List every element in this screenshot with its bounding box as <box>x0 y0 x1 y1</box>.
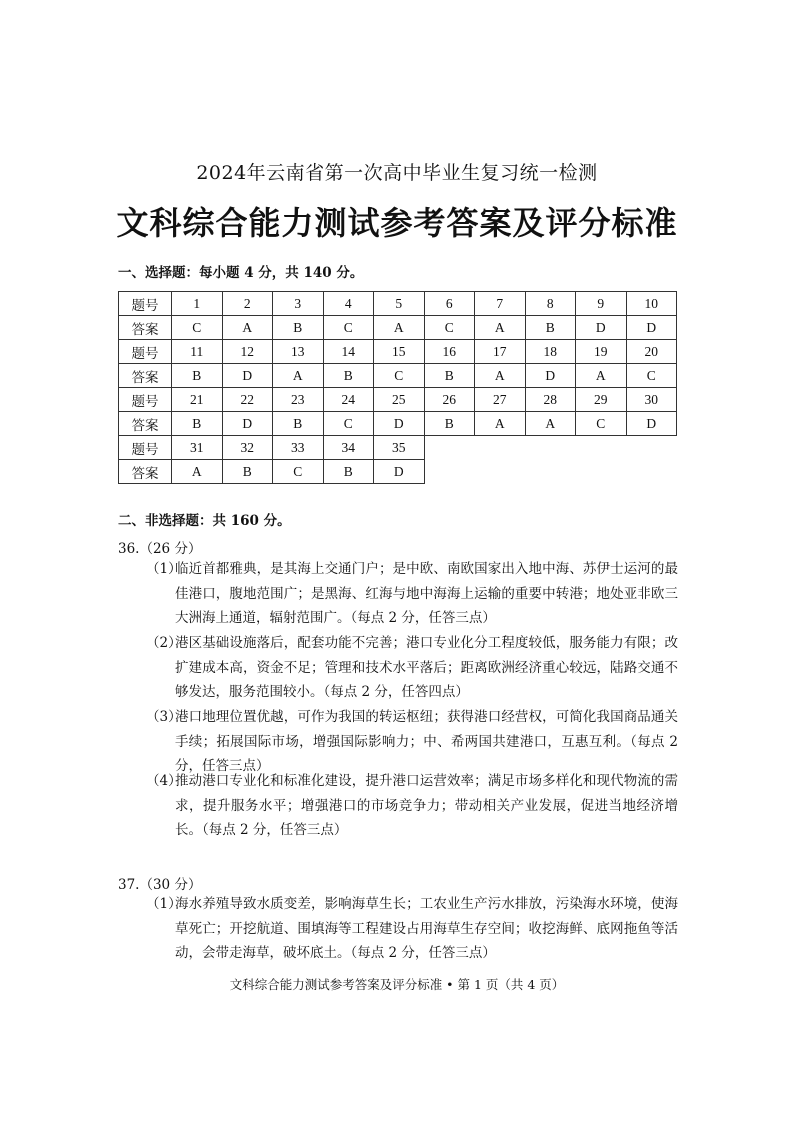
answer-label: 答案 <box>119 364 172 388</box>
item-text: 海水养殖导致水质变差，影响海草生长；工农业生产污水排放，污染海水环境，使海草死亡；开挖航道、围填海等工程建设占用海草生存空间；收挖海鲜、底网拖鱼等活动，会带走海草，破坏底土。（每点 2 分，任答三点） <box>175 896 678 961</box>
question-number-cell: 33 <box>273 436 324 460</box>
answer-cell: A <box>374 316 425 340</box>
question-number-label: 题号 <box>119 388 172 412</box>
question-number-cell: 4 <box>323 292 374 316</box>
answer-cell: A <box>475 364 526 388</box>
question-number-cell: 27 <box>475 388 526 412</box>
question-number-cell: 32 <box>222 436 273 460</box>
answer-cell: B <box>273 316 324 340</box>
question-number-cell: 15 <box>374 340 425 364</box>
question-number-cell: 16 <box>424 340 475 364</box>
answer-cell: D <box>222 364 273 388</box>
question-number-cell: 9 <box>576 292 627 316</box>
question-36-heading: 36.（26 分） <box>118 541 202 557</box>
answer-cell: D <box>576 316 627 340</box>
question-number-row <box>119 388 677 412</box>
empty-cell <box>576 436 627 460</box>
item-number: （2） <box>146 635 182 651</box>
question-number-row <box>119 292 677 316</box>
answer-cell: A <box>475 316 526 340</box>
answer-cell: C <box>424 316 475 340</box>
question-number-cell: 13 <box>273 340 324 364</box>
question-number-cell: 17 <box>475 340 526 364</box>
answer-cell: D <box>374 412 425 436</box>
answer-cell: B <box>222 460 273 484</box>
question-number-cell: 24 <box>323 388 374 412</box>
answer-cell: C <box>323 316 374 340</box>
empty-cell <box>475 436 526 460</box>
question-number-label: 题号 <box>119 340 172 364</box>
answer-row <box>119 460 677 484</box>
answer-cell: B <box>172 364 223 388</box>
answer-cell: C <box>626 364 677 388</box>
question-number-cell: 8 <box>525 292 576 316</box>
answer-cell: A <box>525 412 576 436</box>
item-number: （1） <box>146 561 182 577</box>
question-number-row <box>119 340 677 364</box>
question-number-cell: 23 <box>273 388 324 412</box>
answer-cell: B <box>273 412 324 436</box>
answer-cell: C <box>576 412 627 436</box>
answer-cell: C <box>172 316 223 340</box>
q36-item-3 <box>146 705 678 779</box>
empty-cell <box>424 436 475 460</box>
question-number-cell: 28 <box>525 388 576 412</box>
section-2-heading: 二、非选择题：共 160 分。 <box>118 513 291 529</box>
question-number-cell: 10 <box>626 292 677 316</box>
answer-cell: C <box>323 412 374 436</box>
answer-cell: B <box>424 412 475 436</box>
item-number: （4） <box>146 773 182 789</box>
question-number-cell: 34 <box>323 436 374 460</box>
question-number-label: 题号 <box>119 292 172 316</box>
question-37-heading: 37.（30 分） <box>118 877 202 893</box>
question-number-cell: 1 <box>172 292 223 316</box>
answer-cell: D <box>626 412 677 436</box>
question-number-cell: 21 <box>172 388 223 412</box>
empty-cell <box>626 436 677 460</box>
question-number-cell: 30 <box>626 388 677 412</box>
q36-item-1 <box>146 557 678 631</box>
question-number-cell: 19 <box>576 340 627 364</box>
answer-cell: D <box>222 412 273 436</box>
answer-table <box>118 291 677 484</box>
exam-subtitle: 2024年云南省第一次高中毕业生复习统一检测 <box>196 162 598 184</box>
q36-item-2 <box>146 631 678 705</box>
question-number-cell: 2 <box>222 292 273 316</box>
empty-cell <box>424 460 475 484</box>
document-title: 文科综合能力测试参考答案及评分标准 <box>116 204 678 242</box>
answer-cell: B <box>172 412 223 436</box>
answer-cell: B <box>424 364 475 388</box>
answer-cell: A <box>273 364 324 388</box>
page-footer: 文科综合能力测试参考答案及评分标准 • 第 1 页（共 4 页） <box>229 977 565 992</box>
answer-cell: A <box>222 316 273 340</box>
question-number-cell: 25 <box>374 388 425 412</box>
question-number-cell: 18 <box>525 340 576 364</box>
question-number-cell: 11 <box>172 340 223 364</box>
answer-cell: A <box>172 460 223 484</box>
answer-label: 答案 <box>119 460 172 484</box>
answer-cell: C <box>374 364 425 388</box>
question-number-row <box>119 436 677 460</box>
question-number-cell: 12 <box>222 340 273 364</box>
answer-cell: C <box>273 460 324 484</box>
answer-cell: B <box>525 316 576 340</box>
answer-cell: A <box>475 412 526 436</box>
item-text: 推动港口专业化和标准化建设，提升港口运营效率；满足市场多样化和现代物流的需求，提升服务水平；增强港口的市场竞争力；带动相关产业发展，促进当地经济增长。（每点 2 分，任答三点） <box>175 773 678 838</box>
answer-row <box>119 412 677 436</box>
answer-label: 答案 <box>119 316 172 340</box>
answer-cell: B <box>323 364 374 388</box>
q37-item-1 <box>146 892 678 966</box>
empty-cell <box>576 460 627 484</box>
question-number-cell: 29 <box>576 388 627 412</box>
item-number: （3） <box>146 709 182 725</box>
question-number-cell: 31 <box>172 436 223 460</box>
empty-cell <box>475 460 526 484</box>
answer-label: 答案 <box>119 412 172 436</box>
question-number-cell: 3 <box>273 292 324 316</box>
answer-row <box>119 364 677 388</box>
item-text: 港口地理位置优越，可作为我国的转运枢纽；获得港口经营权，可简化我国商品通关手续；拓展国际市场，增强国际影响力；中、希两国共建港口，互惠互利。（每点 2 分，任答三点） <box>175 709 678 774</box>
answer-cell: D <box>374 460 425 484</box>
question-number-cell: 14 <box>323 340 374 364</box>
answer-cell: B <box>323 460 374 484</box>
section-1-heading: 一、选择题：每小题 4 分，共 140 分。 <box>118 265 364 281</box>
answer-cell: A <box>576 364 627 388</box>
question-number-cell: 26 <box>424 388 475 412</box>
item-text: 临近首都雅典，是其海上交通门户；是中欧、南欧国家出入地中海、苏伊士运河的最佳港口，腹地范围广；是黑海、红海与地中海海上运输的重要中转港；地处亚非欧三大洲海上通道，辐射范围广。（每点 2 分，任答三点） <box>175 561 678 626</box>
answer-cell: D <box>626 316 677 340</box>
empty-cell <box>525 436 576 460</box>
item-number: （1） <box>146 896 182 912</box>
question-number-cell: 7 <box>475 292 526 316</box>
empty-cell <box>525 460 576 484</box>
question-number-cell: 22 <box>222 388 273 412</box>
answer-cell: D <box>525 364 576 388</box>
q36-item-4 <box>146 769 678 843</box>
question-number-cell: 20 <box>626 340 677 364</box>
question-number-cell: 5 <box>374 292 425 316</box>
item-text: 港区基础设施落后，配套功能不完善；港口专业化分工程度较低，服务能力有限；改扩建成本高，资金不足；管理和技术水平落后；距离欧洲经济重心较远，陆路交通不够发达，服务范围较小。（每点 2 分，任答四点） <box>175 635 678 700</box>
question-number-cell: 6 <box>424 292 475 316</box>
question-number-label: 题号 <box>119 436 172 460</box>
answer-row <box>119 316 677 340</box>
empty-cell <box>626 460 677 484</box>
question-number-cell: 35 <box>374 436 425 460</box>
